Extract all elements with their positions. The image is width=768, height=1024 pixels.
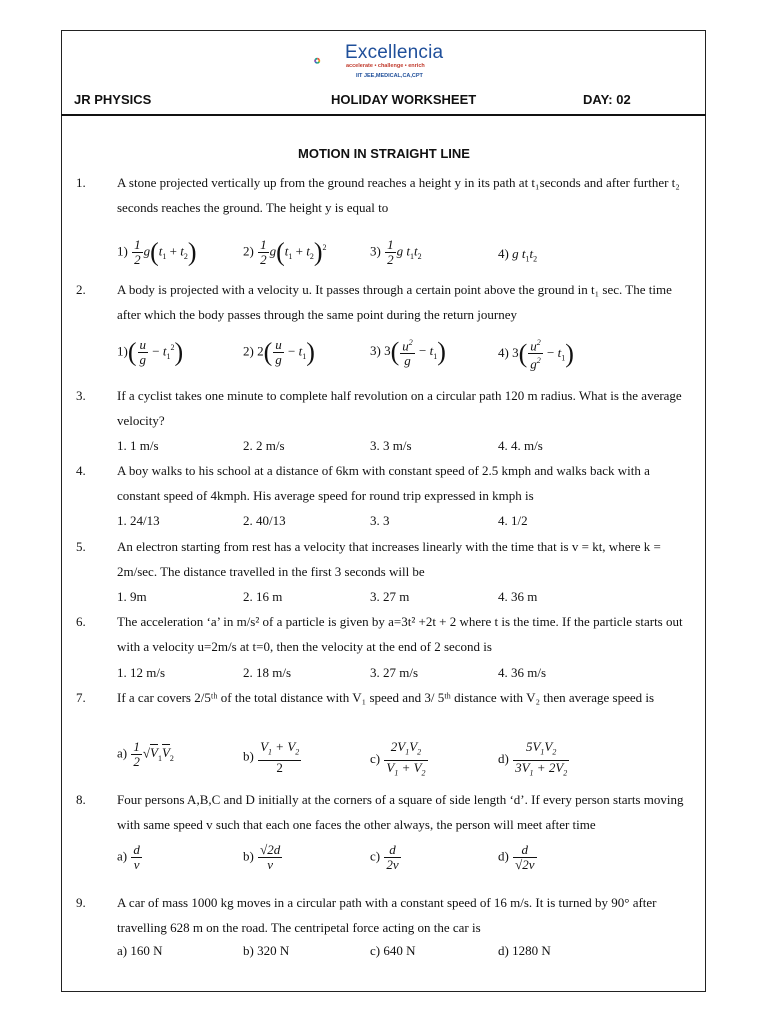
option: 1) $\frac{1}{2}$ $g(t_1 + t_2)$ xyxy=(117,237,197,267)
question-text: If a cyclist takes one minute to complete half revolution on a circular path 120 m radius. What is the average velocity? xyxy=(117,388,682,428)
logo-subtitle: IIT JEE,MEDICAL,CA,CPT xyxy=(356,73,423,79)
option: a) $\frac{1}{2}$ $√V_1V_2$ xyxy=(117,739,174,769)
header-divider xyxy=(61,114,706,116)
option: a) $\frac{d}{v}$ xyxy=(117,842,140,872)
option: 1. 1 m/s xyxy=(117,438,159,453)
option: c) $\frac{2V_1V_2}{V_1 + V_2}$ xyxy=(370,739,426,778)
option: 4. 36 m/s xyxy=(498,665,547,680)
question-number: 1. xyxy=(76,175,86,190)
option: 2. 16 m xyxy=(243,589,283,604)
option: 4) g $t_1t_2$ xyxy=(498,246,538,264)
option: 1. 24/13 xyxy=(117,513,160,528)
question-text: A boy walks to his school at a distance of 6km with constant speed of 2.5 kmph and walks back with a constant speed of 4kmph. His average speed for round trip expressed in kmph is xyxy=(117,463,650,503)
question-number: 7. xyxy=(76,690,86,705)
option: b) $\frac{V_1 + V_2}{2}$ xyxy=(243,739,300,775)
option: c) 640 N xyxy=(370,943,416,958)
page-title: MOTION IN STRAIGHT LINE xyxy=(298,146,470,161)
question-number: 4. xyxy=(76,463,86,478)
option: 3. 3 xyxy=(370,513,390,528)
option: 2. 18 m/s xyxy=(243,665,292,680)
option: 4. 1/2 xyxy=(498,513,528,528)
option: a) 160 N xyxy=(117,943,163,958)
option: 1)( $\frac{u}{g}$ − $t_1^2$) xyxy=(117,337,184,367)
header-subject: JR PHYSICS xyxy=(74,92,152,107)
option: c) $\frac{d}{2v}$ xyxy=(370,842,399,872)
option: 1. 9m xyxy=(117,589,147,604)
option: 4. 4. m/s xyxy=(498,438,543,453)
question-text: A body is projected with a velocity u. It passes through a certain point above the ground in t₁ sec. The time after which the body passes through the same point during the return journey xyxy=(117,282,672,322)
option: 4) 3( $\frac{u^2}{g^2}$ − $t_1$) xyxy=(498,338,574,372)
option: d) 1280 N xyxy=(498,943,551,958)
option: 3. 27 m xyxy=(370,589,410,604)
option: 3) $\frac{1}{2}$ g $t_1t_2$ xyxy=(370,237,422,267)
question-text: A stone projected vertically up from the ground reaches a height y in its path at t₁seconds and after further t₂ seconds reaches the ground. The height y is equal to xyxy=(117,175,680,215)
question-number: 5. xyxy=(76,539,86,554)
option: 3) 3( $\frac{u^2}{g}$ − $t_1$) xyxy=(370,337,446,369)
header-day: DAY: 02 xyxy=(583,92,631,107)
option: 3. 3 m/s xyxy=(370,438,412,453)
option: 3. 27 m/s xyxy=(370,665,419,680)
question-text: If a car covers 2/5ᵗʰ of the total distance with V₁ speed and 3/ 5ᵗʰ distance with V₂ then average speed is xyxy=(117,690,655,705)
header-worksheet: HOLIDAY WORKSHEET xyxy=(331,92,477,107)
logo-tagline: accelerate • challenge • enrich xyxy=(346,63,425,69)
logo-brand: Excellencia xyxy=(345,42,444,63)
question-number: 6. xyxy=(76,614,86,629)
option: 2. 40/13 xyxy=(243,513,286,528)
option: d) $\frac{5V_1V_2}{3V_1 + 2V_2}$ xyxy=(498,739,568,778)
question-number: 8. xyxy=(76,792,86,807)
option: b) 320 N xyxy=(243,943,290,958)
question-number: 9. xyxy=(76,895,86,910)
option: 1. 12 m/s xyxy=(117,665,166,680)
option: 4. 36 m xyxy=(498,589,538,604)
question-text: Four persons A,B,C and D initially at the corners of a square of side length ‘d’. If every person starts moving with same speed v such that each one faces the other always, the person will meet after time xyxy=(117,792,684,832)
option: 2) $\frac{1}{2}$ $g(t_1 + t_2)^2$ xyxy=(243,237,327,267)
option: b) $\frac{√2d}{v}$ xyxy=(243,842,281,872)
option: 2) 2( $\frac{u}{g}$ − $t_1$) xyxy=(243,337,315,367)
question-number: 3. xyxy=(76,388,86,403)
question-number: 2. xyxy=(76,282,86,297)
question-text: The acceleration ‘a’ in m/s² of a particle is given by a=3t² +2t + 2 where t is the time. If the particle starts out with a velocity u=2m/s at t=0, then the velocity at the end of 2 second is xyxy=(117,614,683,654)
question-text: An electron starting from rest has a velocity that increases linearly with the time that is v = kt, where k = 2m/sec. The distance travelled in the first 3 seconds will be xyxy=(117,539,661,579)
question-text: A car of mass 1000 kg moves in a circular path with a constant speed of 16 m/s. It is turned by 90° after travelling 628 m on the road. The centripetal force acting on the car is xyxy=(117,895,657,935)
option: d) $\frac{d}{√2v}$ xyxy=(498,842,535,872)
excellencia-logo-icon xyxy=(314,42,344,80)
option: 2. 2 m/s xyxy=(243,438,285,453)
